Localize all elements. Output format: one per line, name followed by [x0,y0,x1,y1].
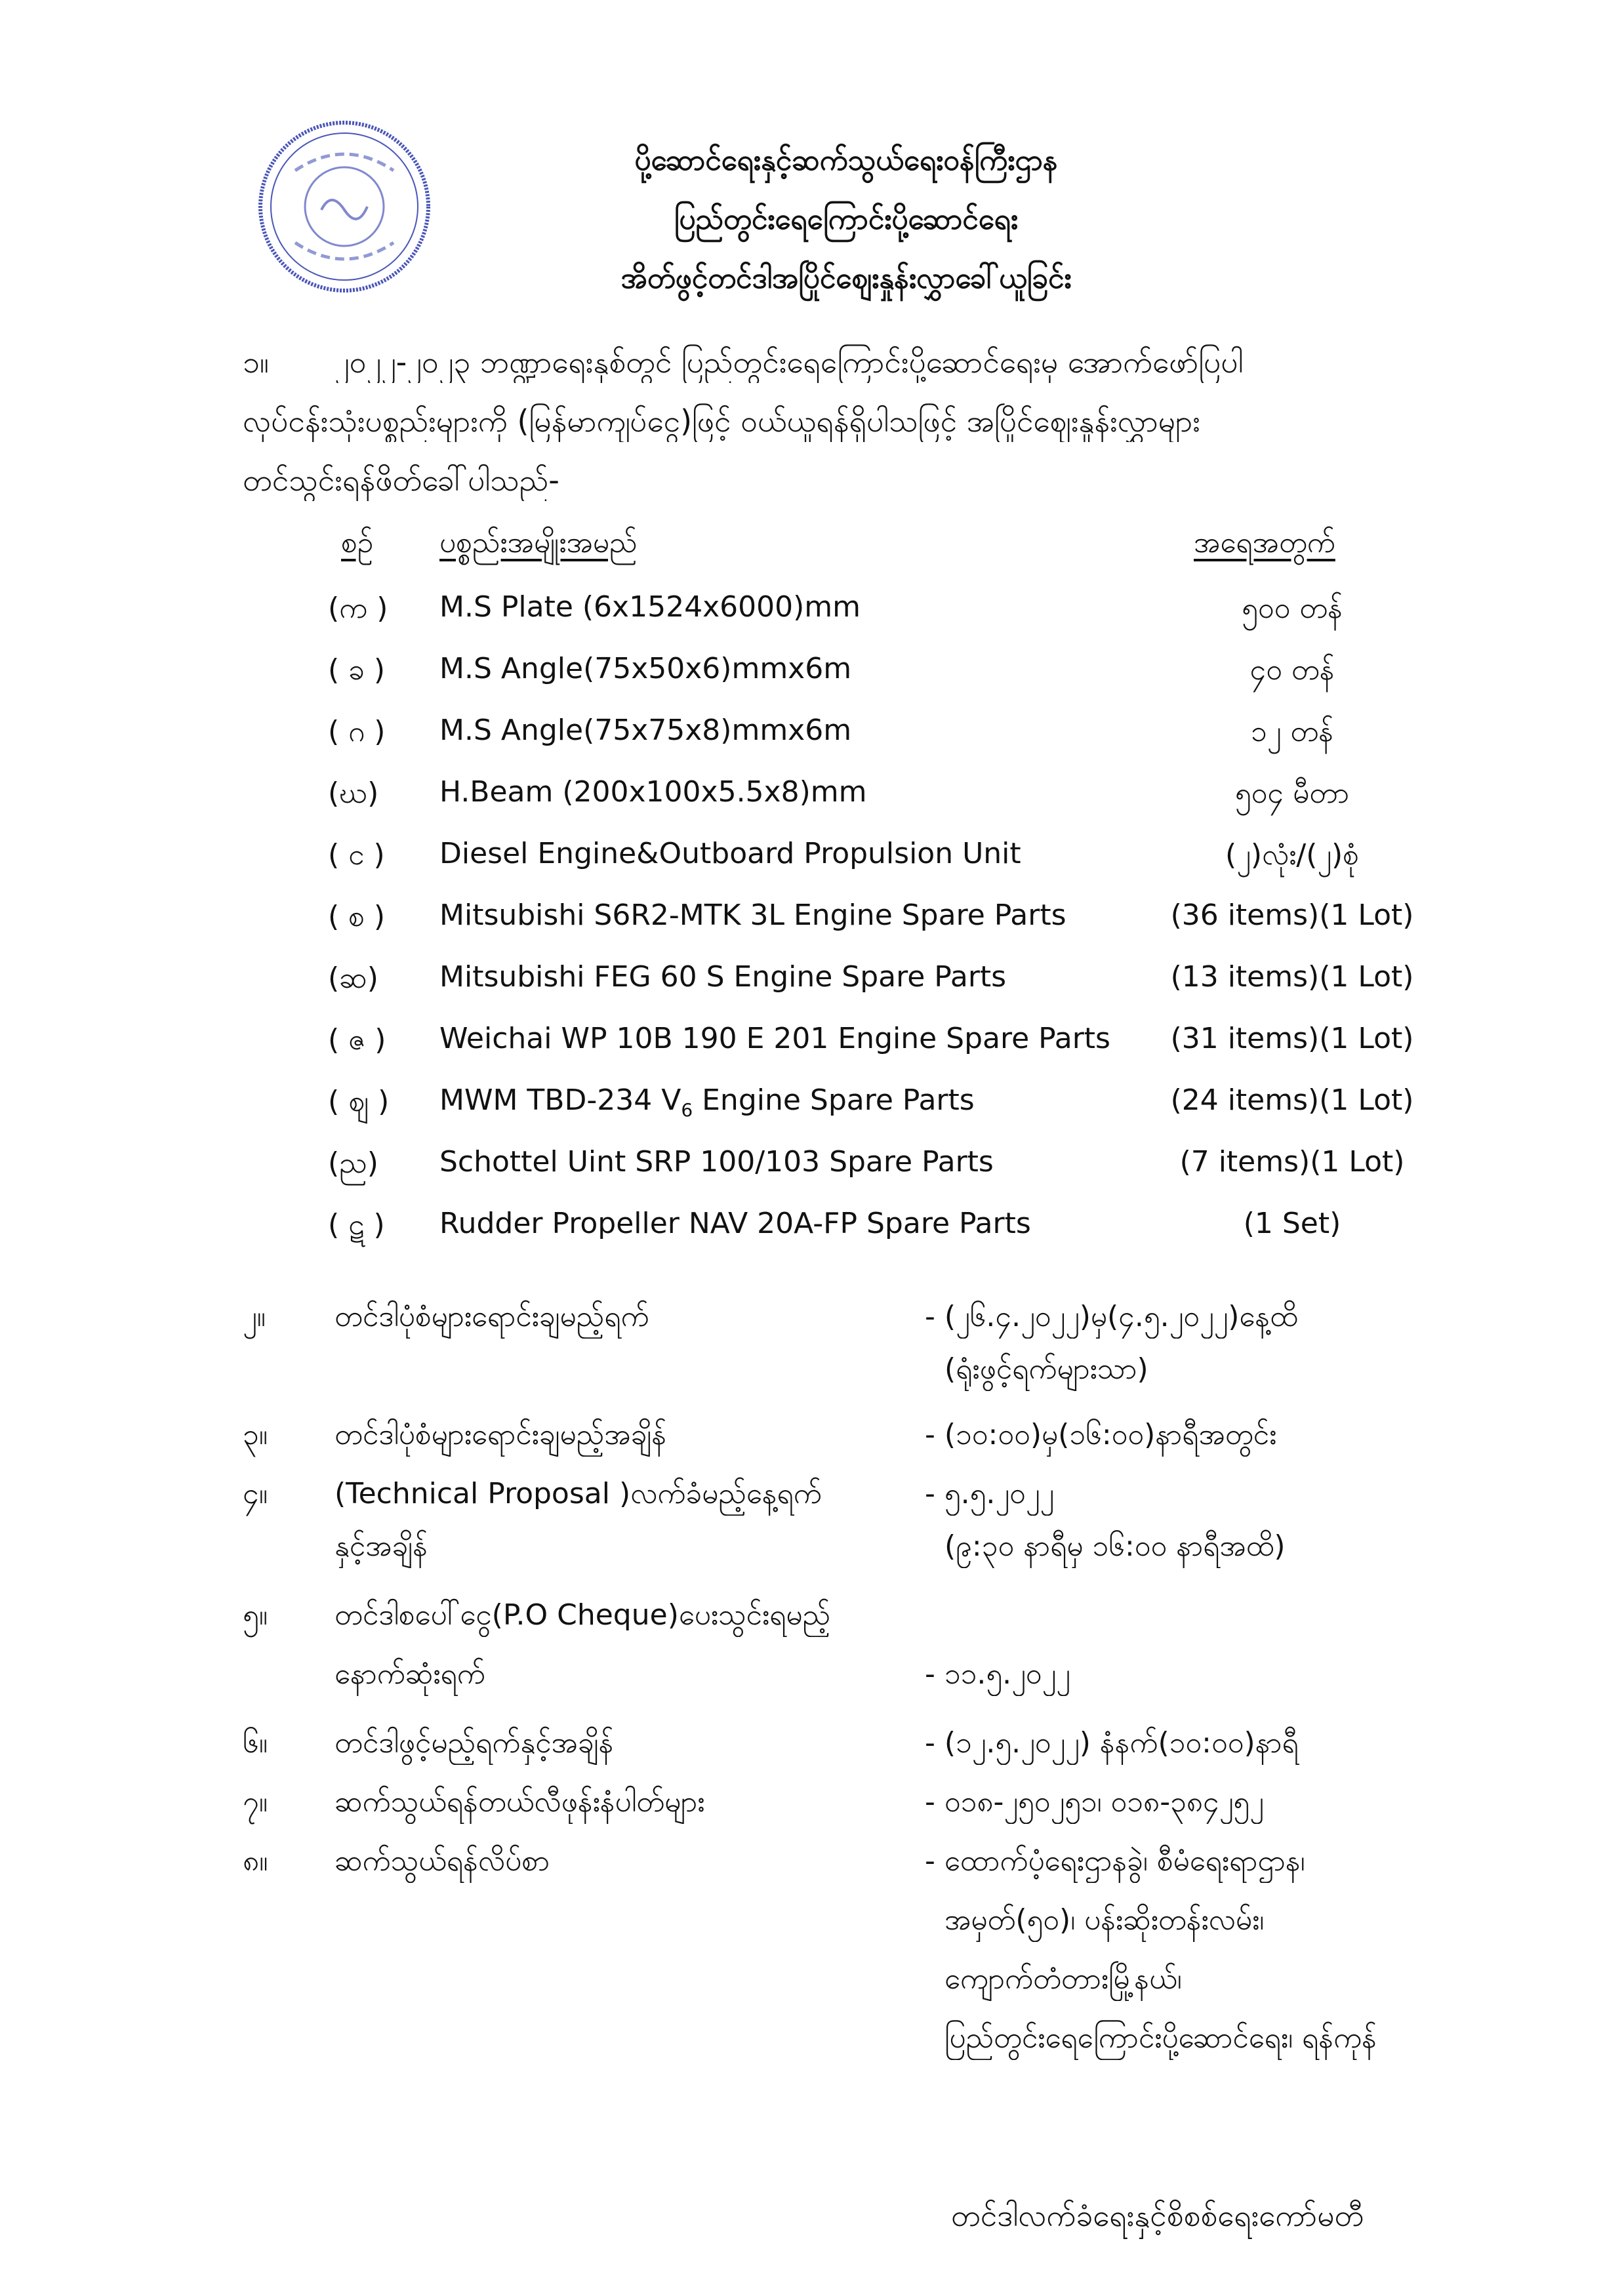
address-line: - ထောက်ပံ့ရေးဌာနခွဲ၊ စီမံရေးရာဌာန၊ [925,1844,1305,1878]
info-value: - ၅.၅.၂၀၂၂ [925,1477,1054,1510]
item-quantity: ၄၀ တန် [1249,653,1335,687]
info-value: - (၂၆.၄.၂၀၂၂)မှ(၄.၅.၂၀၂၂)နေ့ထိ [925,1300,1298,1333]
item-quantity: ၁၂ တန် [1251,715,1333,748]
item-name-subscript: 6 [681,1099,693,1121]
item-name: Mitsubishi FEG 60 S Engine Spare Parts [439,960,1007,994]
info-number: ၄။ [243,1477,268,1510]
item-quantity: (24 items)(1 Lot) [1170,1083,1414,1117]
intro-number: ၁။ [243,344,269,380]
committee-signature: တင်ဒါလက်ခံရေးနှင့်စိစစ်ရေးကော်မတီ [951,2198,1364,2233]
official-seal-stamp-icon [249,111,439,302]
info-label-secondary: နှင့်အချိန် [335,1529,428,1563]
item-row [0,775,1624,826]
item-name: M.S Angle(75x75x8)mmx6m [439,714,852,747]
item-label: (က ) [328,592,388,625]
info-label: (Technical Proposal )လက်ခံမည့်နေ့ရက် [335,1477,822,1510]
item-name: Schottel Uint SRP 100/103 Spare Parts [439,1145,994,1179]
intro-text-1: ၂၀၂၂-၂၀၂၃ ဘဏ္ဍာရေးနှစ်တွင် ပြည်တွင်းရေကြောင်းပို့ဆောင်ရေးမှ အောက်ဖော်ပြပါ [335,344,1244,380]
intro-line-2: လုပ်ငန်းသုံးပစ္စည်းများကို (မြန်မာကျပ်ငွေ)ဖြင့် ဝယ်ယူရန်ရှိပါသဖြင့် အပြိုင်ဈေးနှုန်းလွှာများ [243,403,1200,439]
info-number: ၂။ [243,1300,266,1333]
item-label: ( စ ) [328,900,386,933]
column-header-quantity: အရေအတွက် [1194,526,1335,559]
item-quantity: (1 Set) [1243,1207,1341,1240]
info-number: ၇။ [243,1785,268,1819]
item-label: ( ဂ ) [328,715,386,748]
info-value: - ၀၁၈-၂၅၀၂၅၁၊ ၀၁၈-၃၈၄၂၅၂ [925,1785,1264,1819]
info-number: ၅။ [243,1598,268,1632]
intro-line-1 [243,341,1502,383]
info-label: တင်ဒါဖွင့်မည့်ရက်နှင့်အချိန် [335,1726,614,1760]
item-label: ( င ) [328,838,385,872]
item-row [0,1022,1624,1073]
item-label: ( ခ ) [328,653,386,687]
info-label: ဆက်သွယ်ရန်တယ်လီဖုန်းနံပါတ်များ [335,1785,705,1819]
item-name [439,1083,1161,1121]
info-value: - (၁၀:၀၀)မှ(၁၆:၀၀)နာရီအတွင်း [925,1418,1277,1451]
item-row [0,652,1624,703]
item-row [0,714,1624,765]
item-quantity: ၅၀၄ မီတာ [1234,777,1350,810]
info-number: ၈။ [243,1844,268,1878]
department-heading: ပြည်တွင်းရေကြောင်းပို့ဆောင်ရေး [674,203,1019,236]
info-value-secondary: (၉:၃၀ နာရီမှ ၁၆:၀၀ နာရီအထိ) [944,1529,1286,1563]
item-quantity: ၅၀၀ တန် [1242,592,1343,625]
item-label: (ဃ) [328,777,379,810]
item-name: Rudder Propeller NAV 20A-FP Spare Parts [439,1207,1031,1240]
info-number: ၆။ [243,1726,268,1760]
item-row [0,960,1624,1011]
info-label: တင်ဒါပုံစံများရောင်းချမည့်ရက် [335,1300,649,1333]
intro-line-3: တင်သွင်းရန်ဖိတ်ခေါ်ပါသည်- [243,462,559,498]
info-label: တင်ဒါစပေါ်ငွေ(P.O Cheque)ပေးသွင်းရမည့် [335,1598,831,1632]
info-value-secondary: - ၁၁.၅.၂၀၂၂ [925,1657,1070,1691]
item-quantity: (36 items)(1 Lot) [1170,899,1414,932]
item-row [0,899,1624,950]
item-label: ( ဈ ) [328,1085,390,1118]
address-line: အမှတ်(၅၀)၊ ပန်းဆိုးတန်းလမ်း၊ [944,1903,1265,1937]
info-label-secondary: နောက်ဆုံးရက် [335,1657,485,1691]
item-quantity: (13 items)(1 Lot) [1170,960,1414,994]
column-header-index: စဉ် [341,526,374,559]
item-name-main: MWM TBD-234 V [439,1083,681,1117]
item-name: M.S Angle(75x50x6)mmx6m [439,652,852,685]
info-number: ၃။ [243,1418,268,1451]
ministry-heading: ပို့ဆောင်ရေးနှင့်ဆက်သွယ်ရေးဝန်ကြီးဌာန [634,144,1058,177]
item-name: H.Beam (200x100x5.5x8)mm [439,775,867,809]
info-value: - (၁၂.၅.၂၀၂၂) နံနက်(၁၀:၀၀)နာရီ [925,1726,1299,1760]
item-label: (ဆ) [328,961,378,995]
item-row [0,837,1624,888]
item-quantity: (7 items)(1 Lot) [1179,1145,1405,1179]
info-value-secondary: (ရုံးဖွင့်ရက်များသာ) [944,1352,1148,1386]
info-label: ဆက်သွယ်ရန်လိပ်စာ [335,1844,550,1878]
item-label: ( ဇ ) [328,1023,386,1057]
item-name: M.S Plate (6x1524x6000)mm [439,590,861,624]
item-name: Diesel Engine&Outboard Propulsion Unit [439,837,1021,870]
item-name: Mitsubishi S6R2-MTK 3L Engine Spare Parts [439,899,1066,932]
address-line: ပြည်တွင်းရေကြောင်းပို့ဆောင်ရေး၊ ရန်ကုန် [944,2021,1377,2055]
item-quantity: (31 items)(1 Lot) [1170,1022,1414,1055]
item-row [0,590,1624,641]
address-line: ကျောက်တံတားမြို့နယ်၊ [944,1962,1182,1996]
item-row [0,1207,1624,1258]
notice-title: အိတ်ဖွင့်တင်ဒါအပြိုင်ဈေးနှုန်းလွှာခေါ်ယူခြင်း [620,262,1072,295]
info-label: တင်ဒါပုံစံများရောင်းချမည့်အချိန် [335,1418,667,1451]
item-row [0,1083,1624,1135]
item-name: Weichai WP 10B 190 E 201 Engine Spare Parts [439,1022,1110,1055]
item-quantity: (၂)လုံး/(၂)စုံ [1225,838,1359,872]
column-header-item: ပစ္စည်းအမျိုးအမည် [439,526,638,559]
item-label: (ည) [328,1146,378,1180]
item-label: ( ဋ ) [328,1208,385,1242]
item-name-suffix: Engine Spare Parts [693,1083,975,1117]
item-row [0,1145,1624,1196]
